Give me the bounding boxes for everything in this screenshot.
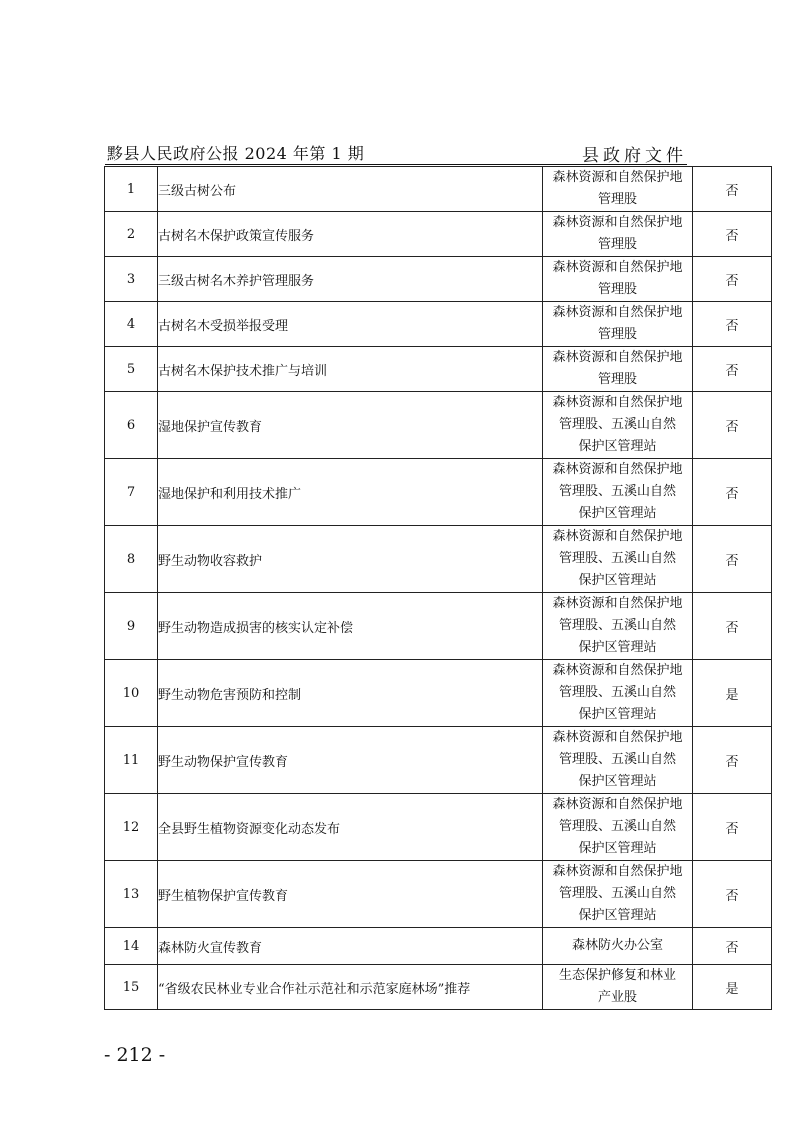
department-line: 森林资源和自然保护地: [552, 730, 683, 745]
department-line: 保护区管理站: [578, 707, 657, 722]
service-item: 湿地保护和利用技术推广: [158, 459, 543, 526]
table-row: [105, 257, 772, 302]
service-item: “省级农民林业专业合作社示范社和示范家庭林场”推荐: [158, 965, 543, 1010]
department-line: 生态保护修复和林业: [558, 968, 676, 983]
running-header: [105, 140, 687, 165]
department-line: 森林资源和自然保护地: [552, 529, 683, 544]
department-line: 森林资源和自然保护地: [552, 462, 683, 477]
department-line: 森林资源和自然保护地: [552, 260, 683, 275]
department-line: 管理股: [597, 327, 637, 342]
yes-no-flag: 否: [693, 302, 772, 347]
yes-no-flag: 否: [693, 526, 772, 593]
service-item: 野生动物危害预防和控制: [158, 660, 543, 727]
department-line: 森林资源和自然保护地: [552, 663, 683, 678]
responsible-department: [543, 212, 693, 257]
department-line: 保护区管理站: [578, 439, 657, 454]
department-line: 保护区管理站: [578, 640, 657, 655]
department-line: 管理股、五溪山自然: [558, 886, 676, 901]
department-line: 管理股、五溪山自然: [558, 484, 676, 499]
service-item: 三级古树公布: [158, 167, 543, 212]
service-item: 全县野生植物资源变化动态发布: [158, 794, 543, 861]
department-line: 森林资源和自然保护地: [552, 797, 683, 812]
row-number: 9: [105, 593, 158, 660]
row-number: 3: [105, 257, 158, 302]
responsible-department: [543, 302, 693, 347]
yes-no-flag: 否: [693, 167, 772, 212]
yes-no-flag: 否: [693, 212, 772, 257]
responsible-department: [543, 257, 693, 302]
row-number: 2: [105, 212, 158, 257]
department-line: 保护区管理站: [578, 573, 657, 588]
table-row: [105, 965, 772, 1010]
bulletin-title: 黟县人民政府公报 2024 年第 1 期: [107, 144, 365, 163]
table-row: [105, 459, 772, 526]
yes-no-flag: 是: [693, 660, 772, 727]
department-line: 森林资源和自然保护地: [552, 864, 683, 879]
table-row: [105, 727, 772, 794]
department-line: 保护区管理站: [578, 774, 657, 789]
responsible-department: [543, 928, 693, 965]
service-item: 古树名木受损举报受理: [158, 302, 543, 347]
responsible-department: [543, 727, 693, 794]
department-line: 森林资源和自然保护地: [552, 350, 683, 365]
department-line: 森林资源和自然保护地: [552, 305, 683, 320]
department-line: 管理股: [597, 282, 637, 297]
service-item: 古树名木保护技术推广与培训: [158, 347, 543, 392]
service-item: 三级古树名木养护管理服务: [158, 257, 543, 302]
table-row: [105, 302, 772, 347]
row-number: 13: [105, 861, 158, 928]
responsible-department: [543, 392, 693, 459]
yes-no-flag: 是: [693, 965, 772, 1010]
yes-no-flag: 否: [693, 727, 772, 794]
department-line: 管理股: [597, 237, 637, 252]
department-line: 保护区管理站: [578, 841, 657, 856]
department-line: 森林资源和自然保护地: [552, 395, 683, 410]
department-line: 管理股、五溪山自然: [558, 551, 676, 566]
row-number: 14: [105, 928, 158, 965]
yes-no-flag: 否: [693, 347, 772, 392]
department-line: 管理股: [597, 192, 637, 207]
row-number: 15: [105, 965, 158, 1010]
service-item: 湿地保护宣传教育: [158, 392, 543, 459]
table-row: [105, 347, 772, 392]
table-row: [105, 794, 772, 861]
yes-no-flag: 否: [693, 928, 772, 965]
row-number: 7: [105, 459, 158, 526]
row-number: 8: [105, 526, 158, 593]
department-line: 管理股: [597, 372, 637, 387]
yes-no-flag: 否: [693, 861, 772, 928]
department-line: 管理股、五溪山自然: [558, 752, 676, 767]
table-row: [105, 526, 772, 593]
department-line: 管理股、五溪山自然: [558, 819, 676, 834]
service-item: 森林防火宣传教育: [158, 928, 543, 965]
row-number: 5: [105, 347, 158, 392]
responsible-department: [543, 965, 693, 1010]
department-line: 管理股、五溪山自然: [558, 417, 676, 432]
responsible-department: [543, 526, 693, 593]
responsible-department: [543, 347, 693, 392]
table-row: [105, 861, 772, 928]
row-number: 10: [105, 660, 158, 727]
table-row: [105, 392, 772, 459]
table-row: [105, 928, 772, 965]
table-row: [105, 593, 772, 660]
yes-no-flag: 否: [693, 392, 772, 459]
department-line: 保护区管理站: [578, 908, 657, 923]
row-number: 11: [105, 727, 158, 794]
service-list-table: [104, 166, 772, 1010]
responsible-department: [543, 459, 693, 526]
row-number: 12: [105, 794, 158, 861]
service-item: 野生植物保护宣传教育: [158, 861, 543, 928]
department-line: 保护区管理站: [578, 506, 657, 521]
row-number: 6: [105, 392, 158, 459]
service-item: 野生动物收容救护: [158, 526, 543, 593]
department-line: 森林资源和自然保护地: [552, 596, 683, 611]
table-row: [105, 660, 772, 727]
yes-no-flag: 否: [693, 459, 772, 526]
table-body: [105, 167, 772, 1010]
row-number: 4: [105, 302, 158, 347]
table-row: [105, 167, 772, 212]
department-line: 森林资源和自然保护地: [552, 215, 683, 230]
department-line: 产业股: [597, 990, 637, 1005]
service-item: 野生动物保护宣传教育: [158, 727, 543, 794]
responsible-department: [543, 794, 693, 861]
service-item: 野生动物造成损害的核实认定补偿: [158, 593, 543, 660]
department-line: 森林防火办公室: [571, 938, 663, 953]
page-number: - 212 -: [104, 1044, 166, 1066]
responsible-department: [543, 593, 693, 660]
yes-no-flag: 否: [693, 257, 772, 302]
section-title: 县政府文件: [582, 146, 687, 166]
yes-no-flag: 否: [693, 794, 772, 861]
responsible-department: [543, 167, 693, 212]
department-line: 管理股、五溪山自然: [558, 618, 676, 633]
department-line: 森林资源和自然保护地: [552, 170, 683, 185]
yes-no-flag: 否: [693, 593, 772, 660]
responsible-department: [543, 861, 693, 928]
table-row: [105, 212, 772, 257]
service-item: 古树名木保护政策宣传服务: [158, 212, 543, 257]
department-line: 管理股、五溪山自然: [558, 685, 676, 700]
row-number: 1: [105, 167, 158, 212]
responsible-department: [543, 660, 693, 727]
